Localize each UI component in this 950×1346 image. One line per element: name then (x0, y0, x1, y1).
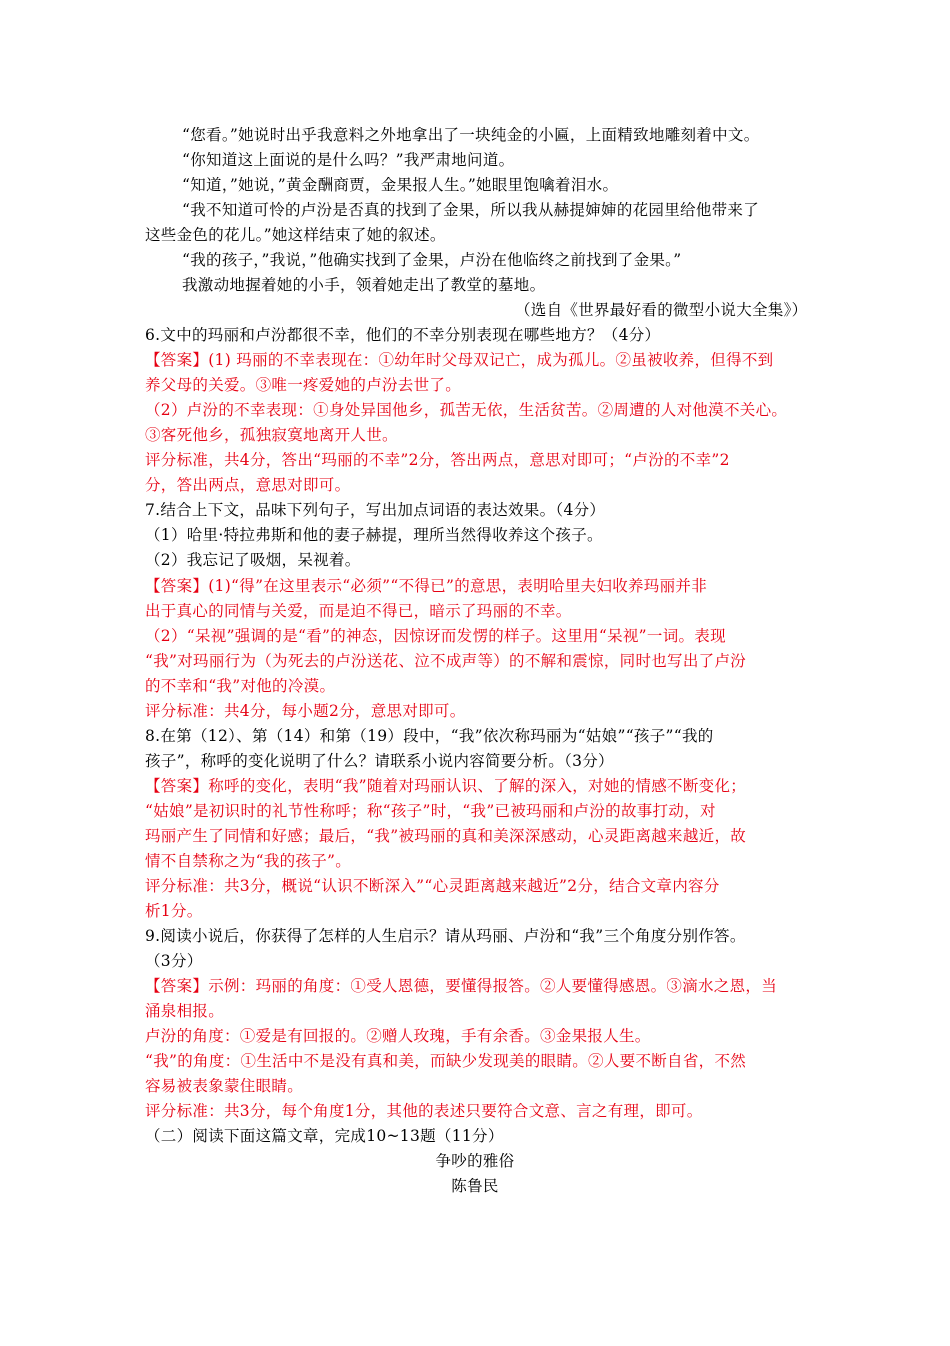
answer-line: 涌泉相报。 (145, 1002, 225, 1020)
question-sentence: （2）我忘记了吸烟，呆视着。 (145, 551, 361, 569)
answer-line: “我”对玛丽行为（为死去的卢汾送花、泣不成声等）的不解和震惊，同时也写出了卢汾 (145, 652, 747, 670)
answer-line: （2）卢汾的不幸表现：①身处异国他乡，孤苦无依，生活贫苦。②周遭的人对他漠不关心。 (145, 401, 788, 419)
source-note: （选自《世界最好看的微型小说大全集》） (515, 301, 808, 319)
answer-line: （2）“呆视”强调的是“看”的神态，因惊讶而发愣的样子。这里用“呆视”一词。表现 (145, 627, 726, 645)
question-7: 7.结合上下文，品味下列句子，写出加点词语的表达效果。（4分） (145, 501, 606, 519)
question-8: 8.在第（12）、第（14）和第（19）段中，“我”依次称玛丽为“姑娘”“孩子”“我的 (145, 727, 714, 745)
answer-line: 【答案】示例：玛丽的角度：①受人恩德，要懂得报答。②人要懂得感恩。③滴水之恩，当 (145, 977, 778, 995)
answer-line: 容易被表象蒙住眼睛。 (145, 1077, 304, 1095)
answer-line: 玛丽产生了同情和好感；最后，“我”被玛丽的真和美深深感动，心灵距离越来越近，故 (145, 827, 747, 845)
scoring-line: 分，答出两点，意思对即可。 (145, 476, 351, 494)
story-paragraph: “我的孩子，”我说，”他确实找到了金果，卢汾在他临终之前找到了金果。” (182, 251, 682, 269)
story-paragraph: 这些金色的花儿。”她这样结束了她的叙述。 (145, 226, 446, 244)
answer-line: “姑娘”是初识时的礼节性称呼；称“孩子”时，“我”已被玛丽和卢汾的故事打动，对 (145, 802, 716, 820)
answer-line: 的不幸和“我”对他的冷漠。 (145, 677, 336, 695)
story-paragraph: “知道，”她说，”黄金酬商贾，金果报人生。”她眼里饱噙着泪水。 (182, 176, 619, 194)
article-title: 争吵的雅俗 (435, 1152, 515, 1170)
story-paragraph: “你知道这上面说的是什么吗？”我严肃地问道。 (182, 151, 515, 169)
answer-line: 【答案】(1)“得”在这里表示“必须”“不得已”的意思，表明哈里夫妇收养玛丽并非 (145, 577, 708, 595)
question-9: （3分） (145, 952, 203, 970)
question-6: 6.文中的玛丽和卢汾都很不幸，他们的不幸分别表现在哪些地方？（4分） (145, 326, 661, 344)
question-sentence: （1）哈里·特拉弗斯和他的妻子赫提，理所当然得收养这个孩子。 (145, 526, 603, 544)
answer-line: 情不自禁称之为“我的孩子”。 (145, 852, 352, 870)
scoring-line: 评分标准，共4分，答出“玛丽的不幸”2分，答出两点，意思对即可；“卢汾的不幸”2 (145, 451, 730, 469)
question-8: 孩子”，称呼的变化说明了什么？请联系小说内容简要分析。（3分） (145, 752, 614, 770)
scoring-line: 评分标准：共3分，每个角度1分，其他的表述只要符合文意、言之有理，即可。 (145, 1102, 703, 1120)
story-paragraph: 我激动地握着她的小手，领着她走出了教堂的墓地。 (182, 276, 546, 294)
answer-line: 卢汾的角度：①爱是有回报的。②赠人玫瑰，手有余香。③金果报人生。 (145, 1027, 651, 1045)
scoring-line: 评分标准：共4分，每小题2分，意思对即可。 (145, 702, 466, 720)
story-paragraph: “您看。”她说时出乎我意料之外地拿出了一块纯金的小匾，上面精致地雕刻着中文。 (182, 126, 760, 144)
answer-line: 【答案】(1) 玛丽的不幸表现在：①幼年时父母双记亡，成为孤儿。②虽被收养，但得不到 (145, 351, 774, 369)
story-paragraph: “我不知道可怜的卢汾是否真的找到了金果，所以我从赫提婶婶的花园里给他带来了 (182, 201, 760, 219)
answer-line: 养父母的关爱。③唯一疼爱她的卢汾去世了。 (145, 376, 462, 394)
question-9: 9.阅读小说后，你获得了怎样的人生启示？请从玛丽、卢汾和“我”三个角度分别作答。 (145, 927, 746, 945)
answer-line: 出于真心的同情与关爱，而是迫不得已，暗示了玛丽的不幸。 (145, 602, 572, 620)
scoring-line: 评分标准：共3分，概说“认识不断深入”“心灵距离越来越近”2分，结合文章内容分 (145, 877, 720, 895)
answer-line: 【答案】称呼的变化，表明“我”随着对玛丽认识、了解的深入，对她的情感不断变化； (145, 777, 747, 795)
article-author: 陈鲁民 (451, 1177, 499, 1195)
section-intro: （二）阅读下面这篇文章，完成10~13题（11分） (145, 1127, 504, 1145)
answer-line: “我”的角度：①生活中不是没有真和美，而缺少发现美的眼睛。②人要不断自省，不然 (145, 1052, 747, 1070)
scoring-line: 析1分。 (145, 902, 203, 920)
answer-line: ③客死他乡，孤独寂寞地离开人世。 (145, 426, 398, 444)
